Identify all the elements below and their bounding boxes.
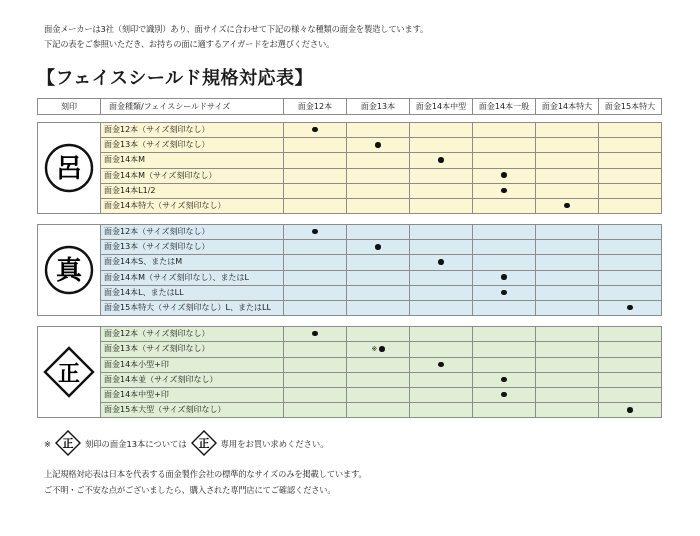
compat-cell (410, 388, 473, 403)
compat-cell (347, 123, 410, 138)
sei-stamp-icon (55, 430, 81, 458)
compat-cell (410, 198, 473, 213)
compat-cell (284, 372, 347, 387)
stamp-group-sei (37, 326, 662, 418)
compat-cell (347, 300, 410, 315)
stamp-char: 真 (55, 256, 83, 287)
compat-cell (347, 225, 410, 240)
compat-cell (410, 372, 473, 387)
grille-name: 面金12本（サイズ刻印なし） (101, 123, 284, 138)
table-row (38, 168, 662, 183)
compat-cell (347, 372, 410, 387)
table-row (38, 153, 662, 168)
compat-cell (410, 300, 473, 315)
compat-cell (473, 285, 536, 300)
footer-line-1: 上記規格対応表は日本を代表する面金製作会社の標準的なサイズのみを掲載しています。 (44, 469, 367, 479)
footer-text (44, 466, 367, 498)
compat-cell (536, 123, 599, 138)
grille-name: 面金15本大型（サイズ刻印なし） (101, 403, 284, 418)
compat-cell (599, 357, 662, 372)
compat-cell (473, 403, 536, 418)
grille-name: 面金14本M (101, 153, 284, 168)
compatible-dot-icon (501, 172, 507, 178)
column-header: 面金14本特大 (536, 99, 599, 115)
compat-cell (536, 225, 599, 240)
grille-name: 面金14本L1/2 (101, 183, 284, 198)
compat-cell (473, 388, 536, 403)
compatible-dot-icon (438, 362, 444, 368)
compat-cell (599, 153, 662, 168)
compat-cell (284, 327, 347, 342)
compat-cell (599, 403, 662, 418)
compat-cell (536, 183, 599, 198)
stamp-group-ro (37, 122, 662, 214)
stamp-group-shin (37, 224, 662, 316)
stamp-char: 呂 (55, 154, 83, 185)
compat-cell (284, 138, 347, 153)
grille-name: 面金13本（サイズ刻印なし） (101, 342, 284, 358)
compat-cell (284, 123, 347, 138)
compat-cell (599, 372, 662, 387)
compat-cell (473, 255, 536, 270)
stamp-icon (38, 327, 101, 418)
compat-cell (473, 327, 536, 342)
compat-cell (347, 198, 410, 213)
table-row (38, 183, 662, 198)
compat-cell (347, 153, 410, 168)
column-header: 刻印 (38, 99, 101, 115)
compat-cell (410, 123, 473, 138)
compat-cell (284, 403, 347, 418)
compat-cell (410, 403, 473, 418)
table-row (38, 357, 662, 372)
table-row (38, 285, 662, 300)
footer-line-2: ご不明・ご不安な点がございましたら、購入された専門店にてご確認ください。 (44, 485, 336, 495)
compat-cell (536, 285, 599, 300)
table-row (38, 372, 662, 387)
compatible-dot-icon (375, 244, 381, 250)
grille-name: 面金14本小型+印 (101, 357, 284, 372)
compat-cell (284, 342, 347, 358)
table-row (38, 327, 662, 342)
compat-cell (536, 388, 599, 403)
compat-cell (473, 270, 536, 285)
compat-cell (473, 198, 536, 213)
grille-name: 面金12本（サイズ刻印なし） (101, 327, 284, 342)
table-row (38, 138, 662, 153)
table-row (38, 388, 662, 403)
intro-line-2: 下記の表をご参照いただき、お持ちの面に適するアイガードをお選びください。 (44, 39, 335, 49)
compat-cell (347, 138, 410, 153)
grille-name: 面金14本L、またはLL (101, 285, 284, 300)
compat-cell (536, 138, 599, 153)
compat-cell (347, 183, 410, 198)
compat-cell (536, 198, 599, 213)
compat-cell (347, 327, 410, 342)
compat-cell (536, 403, 599, 418)
compatible-dot-icon (312, 331, 318, 337)
column-header: 面金13本 (347, 99, 410, 115)
table-row (38, 225, 662, 240)
compat-cell (599, 123, 662, 138)
table-row (38, 270, 662, 285)
compatible-dot-icon (501, 392, 507, 398)
compat-cell (536, 153, 599, 168)
intro-text (44, 22, 428, 52)
compat-cell (347, 240, 410, 255)
compat-cell (410, 342, 473, 358)
compat-cell (473, 168, 536, 183)
table-row (38, 403, 662, 418)
compat-cell (473, 240, 536, 255)
compatible-dot-icon (438, 157, 444, 163)
compat-cell (599, 183, 662, 198)
compat-cell (347, 255, 410, 270)
compat-cell (410, 270, 473, 285)
stamp-icon (38, 225, 101, 316)
compat-cell (284, 168, 347, 183)
compat-cell (410, 327, 473, 342)
asterisk-mark: ※ (371, 345, 378, 354)
grille-name: 面金15本特大（サイズ刻印なし）L、またはLL (101, 300, 284, 315)
grille-name: 面金13本（サイズ刻印なし） (101, 138, 284, 153)
compat-cell (599, 388, 662, 403)
compat-cell (410, 153, 473, 168)
table-row (38, 255, 662, 270)
compat-cell (536, 240, 599, 255)
compat-cell (410, 183, 473, 198)
compat-cell (347, 270, 410, 285)
compat-cell (347, 403, 410, 418)
grille-name: 面金12本（サイズ刻印なし） (101, 225, 284, 240)
compat-cell (536, 300, 599, 315)
column-header: 面金15本特大 (599, 99, 662, 115)
compatible-dot-icon (375, 142, 381, 148)
page-title: 【フェイスシールド規格対応表】 (37, 68, 314, 89)
compat-cell (284, 198, 347, 213)
compat-cell (473, 123, 536, 138)
compat-cell (284, 285, 347, 300)
compatible-dot-icon (501, 188, 507, 194)
compat-cell (536, 357, 599, 372)
compat-cell (347, 357, 410, 372)
table-row (38, 300, 662, 315)
column-header: 面金種類/フェイスシールドサイズ (101, 99, 284, 115)
compat-cell (473, 225, 536, 240)
compat-cell (473, 342, 536, 358)
compat-cell (410, 168, 473, 183)
compat-cell (599, 198, 662, 213)
compat-cell (284, 183, 347, 198)
compat-cell (599, 138, 662, 153)
compat-cell (410, 255, 473, 270)
note-text-1: 刻印の面金13本については (84, 439, 187, 449)
compat-cell (284, 388, 347, 403)
compatible-dot-icon (627, 407, 633, 413)
note-asterisk: ※ (44, 439, 51, 449)
grille-name: 面金13本（サイズ刻印なし） (101, 240, 284, 255)
column-header: 面金14本一般 (473, 99, 536, 115)
compat-cell (473, 138, 536, 153)
note-text-2: 専用をお買い求めください。 (220, 439, 329, 449)
compat-cell (284, 300, 347, 315)
compat-cell (599, 327, 662, 342)
compat-cell (284, 255, 347, 270)
grille-name: 面金14本M（サイズ刻印なし） (101, 168, 284, 183)
compatible-dot-icon (438, 259, 444, 265)
compat-cell (599, 285, 662, 300)
compat-cell (410, 240, 473, 255)
compat-cell (536, 168, 599, 183)
compat-cell (347, 342, 410, 358)
compat-cell (599, 240, 662, 255)
sei-stamp-icon (191, 430, 217, 458)
note-stamp-char: 正 (198, 437, 210, 450)
compat-cell (599, 225, 662, 240)
column-header: 面金12本 (284, 99, 347, 115)
intro-line-1: 面金メーカーは3社（刻印で識別）あり、面サイズに合わせて下記の様々な種類の面金を製造しています。 (44, 24, 429, 34)
table-header (37, 98, 662, 115)
compat-cell (599, 168, 662, 183)
compat-cell (347, 168, 410, 183)
stamp-char: 正 (57, 361, 81, 388)
compat-cell (473, 153, 536, 168)
compat-cell (284, 270, 347, 285)
note-stamp-char: 正 (62, 437, 74, 450)
compat-cell (284, 240, 347, 255)
grille-name: 面金14本並（サイズ刻印なし） (101, 372, 284, 387)
compat-cell (536, 327, 599, 342)
compat-cell (284, 153, 347, 168)
compatible-dot-icon (627, 305, 633, 311)
compatible-dot-icon (501, 377, 507, 383)
table-row (38, 342, 662, 358)
compat-cell (347, 285, 410, 300)
table-row (38, 198, 662, 213)
compat-cell (599, 300, 662, 315)
compat-cell (599, 342, 662, 358)
compat-cell (536, 342, 599, 358)
grille-name: 面金14本M（サイズ刻印なし）、またはL (101, 270, 284, 285)
compat-cell (410, 138, 473, 153)
compatible-dot-icon (564, 203, 570, 209)
compat-cell (536, 270, 599, 285)
compat-cell (536, 372, 599, 387)
compat-cell (410, 225, 473, 240)
compat-cell (473, 357, 536, 372)
table-row (38, 123, 662, 138)
compatible-dot-icon (312, 127, 318, 133)
grille-name: 面金14本中型+印 (101, 388, 284, 403)
compat-cell (599, 255, 662, 270)
compat-cell (347, 388, 410, 403)
compatible-dot-icon (501, 274, 507, 280)
compat-cell (410, 357, 473, 372)
compat-cell (410, 285, 473, 300)
compat-cell (599, 270, 662, 285)
compat-cell (536, 255, 599, 270)
compat-cell (473, 372, 536, 387)
compat-cell (284, 357, 347, 372)
compat-cell (473, 183, 536, 198)
column-header: 面金14本中型 (410, 99, 473, 115)
compat-cell (473, 300, 536, 315)
grille-name: 面金14本S、またはM (101, 255, 284, 270)
note (44, 430, 329, 458)
compat-cell (284, 225, 347, 240)
table-row (38, 240, 662, 255)
grille-name: 面金14本特大（サイズ刻印なし） (101, 198, 284, 213)
compatible-dot-icon (312, 229, 318, 235)
stamp-icon (38, 123, 101, 214)
compatible-dot-icon (501, 290, 507, 296)
compatible-dot-icon (379, 346, 385, 352)
